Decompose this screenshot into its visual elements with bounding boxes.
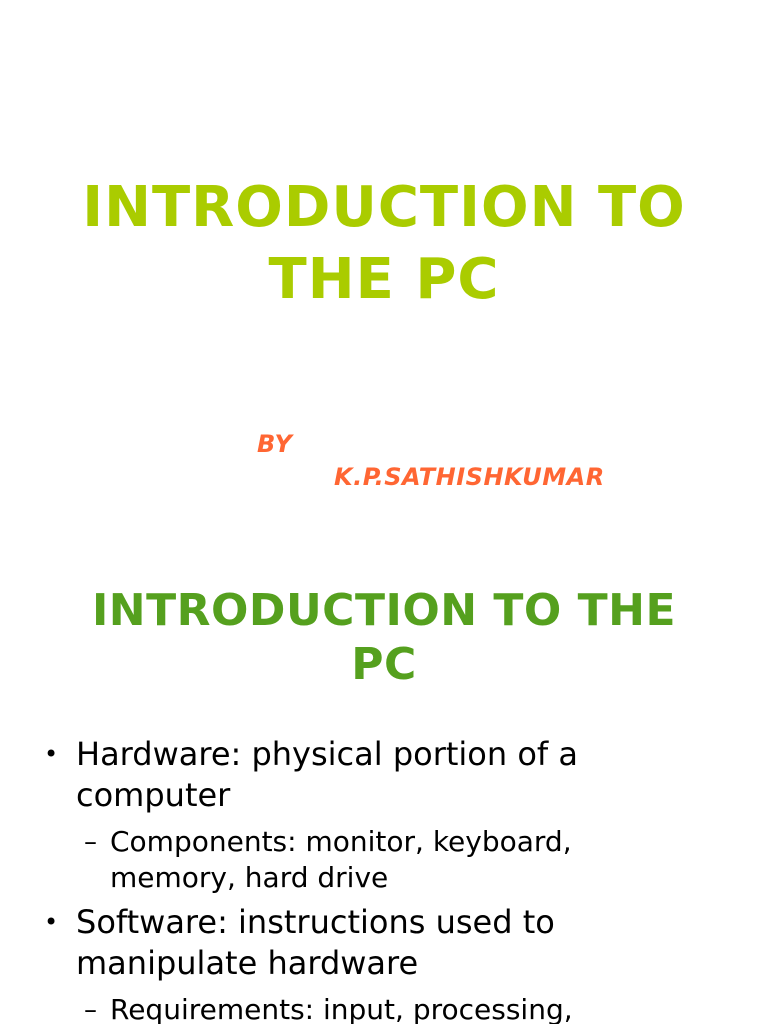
- bullet-icon: •: [44, 908, 59, 936]
- bullet-text-line: computer: [76, 776, 231, 814]
- bullet-text-line: manipulate hardware: [76, 944, 419, 982]
- author-name: K.P.SATHISHKUMAR: [334, 463, 605, 491]
- dash-icon: –: [84, 995, 97, 1024]
- slide-title: [0, 172, 768, 316]
- bullet-text-line: Software: instructions used to: [76, 903, 555, 941]
- sub-bullet-text-line: Components: monitor, keyboard,: [110, 825, 572, 858]
- bullet-item-software: [44, 902, 716, 984]
- bullet-icon: •: [44, 740, 59, 768]
- sub-bullet-requirements: [84, 992, 730, 1024]
- bullet-list: [0, 734, 768, 1024]
- section-title: [0, 584, 768, 692]
- byline-label: BY: [257, 430, 293, 458]
- dash-icon: –: [84, 827, 97, 857]
- slide-title-line-2: THE PC: [268, 247, 500, 312]
- section-title-line-2: PC: [351, 639, 417, 690]
- section-title-line-1: INTRODUCTION TO THE: [91, 585, 677, 636]
- sub-bullet-components: [84, 824, 730, 896]
- sub-bullet-text-line: Requirements: input, processing,: [110, 993, 573, 1024]
- bullet-text-line: Hardware: physical portion of a: [76, 735, 578, 773]
- slide-title-line-1: INTRODUCTION TO: [82, 175, 686, 240]
- sub-bullet-text-line: memory, hard drive: [110, 861, 389, 894]
- bullet-item-hardware: [44, 734, 716, 816]
